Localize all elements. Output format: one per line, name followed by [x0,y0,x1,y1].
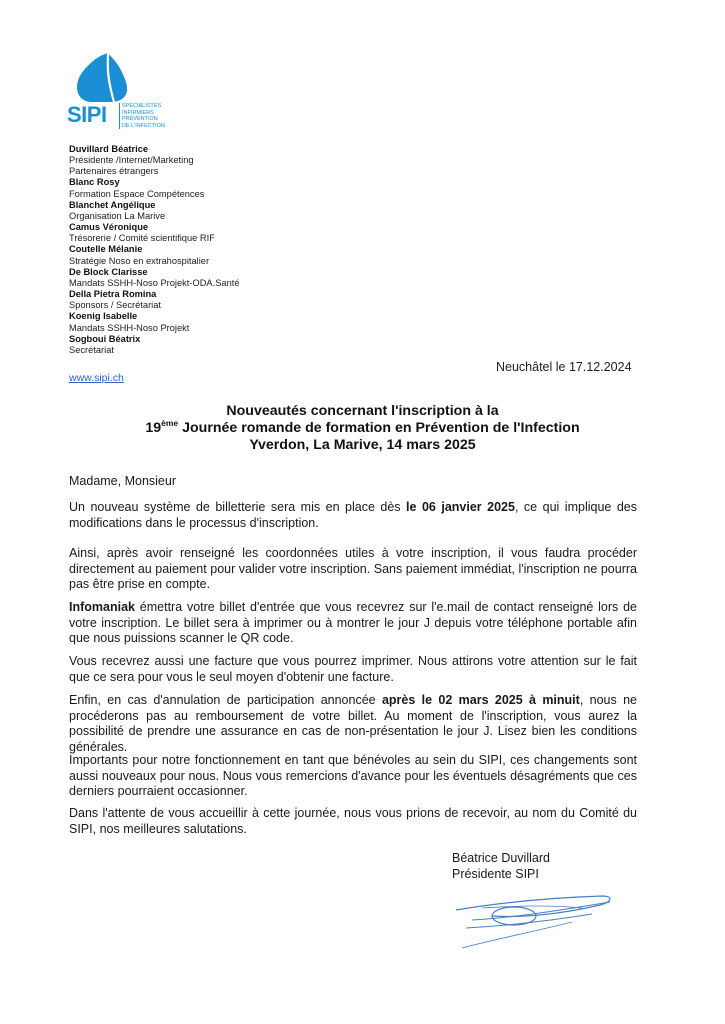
salutation: Madame, Monsieur [69,474,176,488]
committee-list [69,144,289,356]
committee-member [69,177,289,199]
member-name: Duvillard Béatrice [69,144,149,154]
letter-title [0,403,725,454]
committee-member [69,144,289,166]
logo-subtitle: SPÉCIALISTES INFIRMIERS PRÉVENTION DE L'INFECTION [119,103,187,129]
member-role: Sponsors / Secrétariat [69,300,161,311]
committee-member [69,200,289,222]
title-line-2: 19ème Journée romande de formation en Prévention de l'Infection [145,418,580,436]
member-role: Formation Espace Compétences [69,188,205,199]
committee-member [69,166,289,177]
member-name: Della Pietra Romina [69,289,157,300]
member-name: Coutelle Mélanie [69,244,143,255]
committee-member [69,289,289,311]
committee-member [69,244,289,266]
paragraph-2: Ainsi, après avoir renseigné les coordonnées utiles à votre inscription, il vous faudra procéder directement au paiement pour valider votre inscription. Sans paiement immédiat, l'inscription ne pourra pas être prise en compte. [69,546,637,592]
paragraph-4: Vous recevrez aussi une facture que vous pourrez imprimer. Nous attirons votre attention sur le fait que ce sera pour vous le seul moyen d'obtenir une facture. [69,654,637,684]
signatory-name: Béatrice Duvillard [452,851,550,865]
title-line-1: Nouveautés concernant l'inscription à la [226,403,499,419]
title-line-3: Yverdon, La Marive, 14 mars 2025 [249,437,476,453]
paragraph-6: Importants pour notre fonctionnement en tant que bénévoles au sein du SIPI, ces changements sont aussi nouveaux pour nous. Nous vous remercions d'avance pour les éventuels désagréments que ces derniers pourraient occasionner. [69,753,637,799]
drop-logo-icon [62,52,142,102]
member-name: Sogboui Béatrix [69,333,141,344]
member-role: Mandats SSHH-Noso Projekt [69,322,190,333]
member-role: Mandats SSHH-Noso Projekt-ODA.Santé [69,277,240,288]
committee-member [69,334,289,356]
member-role: Secrétariat [69,344,114,355]
signatory-block [452,851,550,882]
member-role: Partenaires étrangers [69,166,159,177]
letter-date: Neuchâtel le 17.12.2024 [496,360,632,374]
member-name: Koenig Isabelle [69,311,138,322]
sipi-logo [62,52,187,127]
committee-member [69,222,289,244]
paragraph-3: Infomaniak émettra votre billet d'entrée que vous recevrez sur l'e.mail de contact renseigné lors de votre inscription. Le billet sera à imprimer ou à montrer le jour J depuis votre téléphone portable afin que nous puissions scanner le QR code. [69,600,637,646]
member-role: Stratégie Noso en extrahospitalier [69,255,210,266]
committee-member [69,267,289,289]
handwritten-signature [452,888,622,958]
committee-member [69,311,289,333]
paragraph-5: Enfin, en cas d'annulation de participation annoncée après le 02 mars 2025 à minuit, nous ne procéderons pas au remboursement de votre billet. Au moment de l'inscription, vous aurez la possibilité de prendre une assurance en cas de non-présentation le jour J. Lisez bien les conditions générales. [69,693,637,754]
paragraph-7: Dans l'attente de vous accueillir à cette journée, nous vous prions de recevoir, au nom du Comité du SIPI, nos meilleures salutations. [69,806,637,836]
member-role: Organisation La Marive [69,210,166,221]
member-name: Blanchet Angélique [69,199,156,210]
member-role: Trésorerie / Comité scientifique RIF [69,233,215,244]
member-role: Présidente /Internet/Marketing [69,155,194,166]
website-link[interactable]: www.sipi.ch [69,372,124,384]
member-name: De Block Clarisse [69,266,148,277]
paragraph-1: Un nouveau système de billetterie sera mis en place dès le 06 janvier 2025, ce qui implique des modifications dans le processus d'inscription. [69,500,638,530]
member-name: Blanc Rosy [69,177,120,188]
logo-name: SIPI [67,102,107,127]
member-name: Camus Véronique [69,222,149,233]
signatory-title: Présidente SIPI [452,866,539,881]
